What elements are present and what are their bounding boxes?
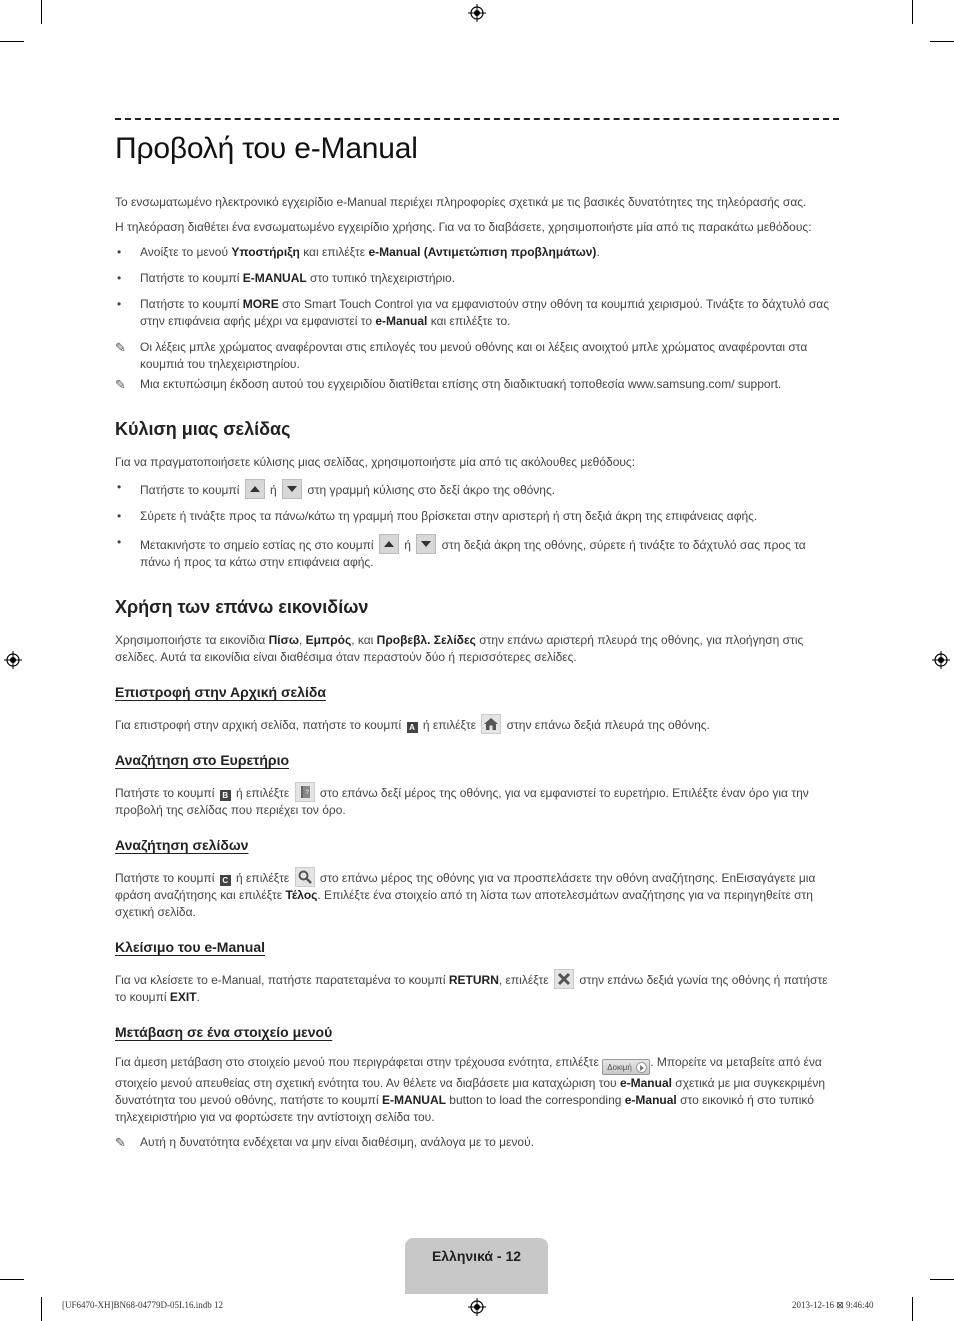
page-content (115, 118, 839, 1154)
close-icon (554, 969, 574, 989)
crop-mark (930, 1279, 954, 1280)
section-heading-scroll: Κύλιση μιας σελίδας (115, 419, 291, 439)
list-item: • Μετακινήστε το σημείο εστίας ης στο κουμπί ή στη δεξιά άκρη της οθόνης, σύρετε ή τινάξτε το δάχτυλό σας προς τα πάνω ή προς τα κάτω στην επιφάνεια αφής. (117, 535, 806, 569)
index-text: Πατήστε το κουμπί B ή επιλέξτε ? στο επάνω δεξί μέρος της οθόνης, για να εμφανιστεί το ευρετήριο. Επιλέξτε έναν όρο για την προβολή της σελίδας που περιέχει τον όρο. (115, 782, 839, 819)
list-item: • Σύρετε ή τινάξτε προς τα πάνω/κάτω τη γραμμή που βρίσκεται στην αριστερή ή στη δεξιά άκρη της επιφάνειας αφής. (117, 509, 758, 523)
key-c: C (220, 875, 231, 886)
search-icon (295, 867, 315, 887)
subheading-home: Επιστροφή στην Αρχική σελίδα (115, 684, 326, 700)
index-book-icon (295, 782, 315, 802)
list-item: • Πατήστε το κουμπί E-MANUAL στο τυπικό τηλεχειριστήριο. (117, 271, 456, 285)
scroll-intro: Για να πραγματοποιήσετε κύλισης μιας σελίδας, χρησιμοποιήστε μία από τις ακόλουθες μεθόδους: (115, 455, 636, 469)
method-list (115, 244, 839, 330)
list-item: • Πατήστε το κουμπί ή στη γραμμή κύλισης στο δεξί άκρο της οθόνης. (117, 480, 556, 497)
close-text: Για να κλείσετε το e-Manual, πατήστε παρατεταμένα το κουμπί RETURN, επιλέξτε στην επάνω δεξιά γωνία της οθόνης ή πατήστε το κουμπί EXIT. (115, 969, 839, 1006)
crop-mark (0, 1279, 24, 1280)
scroll-list (115, 479, 839, 571)
registration-mark-icon (4, 651, 22, 669)
registration-mark-icon (468, 1298, 486, 1316)
intro-paragraph: Η τηλεόραση διαθέτει ένα ενσωματωμένο εγχειρίδιο χρήσης. Για να το διαβάσετε, χρησιμοποιήστε μία από τις παρακάτω μεθόδους: (115, 220, 812, 234)
note-pencil-icon: ✎ (115, 1135, 126, 1150)
subheading-search: Αναζήτηση σελίδων (115, 837, 249, 853)
key-a: A (407, 722, 418, 733)
title-divider (115, 118, 839, 120)
crop-mark (41, 1297, 42, 1321)
subheading-close: Κλείσιμο του e-Manual (115, 939, 266, 955)
scroll-up-icon (379, 534, 399, 554)
scroll-down-icon (282, 479, 302, 499)
crop-mark (930, 41, 954, 42)
note: ✎ Μια εκτυπώσιμη έκδοση αυτού του εγχειριδίου διατίθεται επίσης στη διαδικτυακή τοποθεσία www.samsung.com/ support. (115, 377, 782, 392)
jump-text: Για άμεση μετάβαση στο στοιχείο μενού που περιγράφεται στην τρέχουσα ενότητα, επιλέξτε Δοκιμή . Μπορείτε να μεταβείτε από ένα στοιχείο μενού απευθείας στη σχετική ενότητα του. Αν θέλετε να διαβάσετε μια καταχώριση του e-Manual σχετικά με μια συγκεκριμένη δυνατότητα του μενού οθόνης, πατήστε το κουμπί E-MANUAL button to load the corresponding e-Manual στο εικονικό ή στο τυπικό τηλεχειριστήριο για να φορτώσετε την αντίστοιχη σελίδα του. (115, 1055, 826, 1124)
page-title: Προβολή του e-Manual (115, 132, 418, 165)
subheading-jump: Μετάβαση σε ένα στοιχείο μενού (115, 1024, 333, 1040)
registration-mark-icon (932, 651, 950, 669)
scroll-up-icon (245, 479, 265, 499)
list-item: • Ανοίξτε το μενού Υποστήριξη και επιλέξτε e-Manual (Αντιμετώπιση προβλημάτων). (117, 245, 600, 259)
crop-mark (912, 0, 913, 24)
note-pencil-icon: ✎ (115, 340, 126, 355)
footer-file-info: [UF6470-XH]BN68-04779D-05L16.indb 12 (62, 1300, 223, 1310)
try-now-button: Δοκιμή (602, 1059, 650, 1075)
footer-timestamp: 2013-12-16 ⊠ 9:46:40 (792, 1300, 874, 1310)
note: ✎ Αυτή η δυνατότητα ενδέχεται να μην είναι διαθέσιμη, ανάλογα με το μενού. (115, 1135, 534, 1150)
crop-mark (0, 41, 24, 42)
crop-mark (41, 0, 42, 24)
scroll-down-icon (416, 534, 436, 554)
home-icon (481, 714, 501, 734)
note-pencil-icon: ✎ (115, 377, 126, 392)
subheading-index: Αναζήτηση στο Ευρετήριο (115, 752, 290, 768)
svg-text:?: ? (305, 790, 309, 796)
section-heading-icons: Χρήση των επάνω εικονιδίων (115, 597, 369, 617)
icons-intro: Χρησιμοποιήστε τα εικονίδια Πίσω, Εμπρός, και Προβεβλ. Σελίδες στην επάνω αριστερή πλευρά της οθόνης, για πλοήγηση στις σελίδες. Αυτά τα εικονίδια είναι διαθέσιμα όταν περαστούν δύο ή περισσότερες σελίδες. (115, 633, 804, 664)
intro-paragraph: Το ενσωματωμένο ηλεκτρονικό εγχειρίδιο e-Manual περιέχει πληροφορίες σχετικά με τις βασικές δυνατότητες της τηλεόρασής σας. (115, 195, 807, 209)
play-icon (636, 1062, 647, 1073)
home-text: Για επιστροφή στην αρχική σελίδα, πατήστε το κουμπί A ή επιλέξτε στην επάνω δεξιά πλευρά της οθόνης. (115, 714, 839, 734)
key-b: B (220, 790, 231, 801)
search-text: Πατήστε το κουμπί C ή επιλέξτε στο επάνω μέρος της οθόνης για να προσπελάσετε την οθόνη αναζήτησης. ΕnΕισαγάγετε μια φράση αναζήτησης και επιλέξτε Τέλος. Επιλέξτε ένα στοιχείο από τη λίστα των αποτελεσμάτων αναζήτησης για να περιηγηθείτε στη σχετική σελίδα. (115, 867, 839, 921)
crop-mark (912, 1297, 913, 1321)
page-number-badge: Ελληνικά - 12 (405, 1238, 548, 1294)
registration-mark-icon (468, 4, 486, 22)
list-item: • Πατήστε το κουμπί MORE στο Smart Touch Control για να εμφανιστούν στην οθόνη τα κουμπιά χειρισμού. Τινάξτε το δάχτυλό σας στην επιφάνεια αφής μέχρι να εμφανιστεί το e-Manual και επιλέξτε το. (117, 297, 830, 328)
note: ✎ Οι λέξεις μπλε χρώματος αναφέρονται στις επιλογές του μενού οθόνης και οι λέξεις ανοιχτού μπλε χρώματος αναφέρονται στα κουμπιά του τηλεχειριστηρίου. (115, 340, 808, 371)
